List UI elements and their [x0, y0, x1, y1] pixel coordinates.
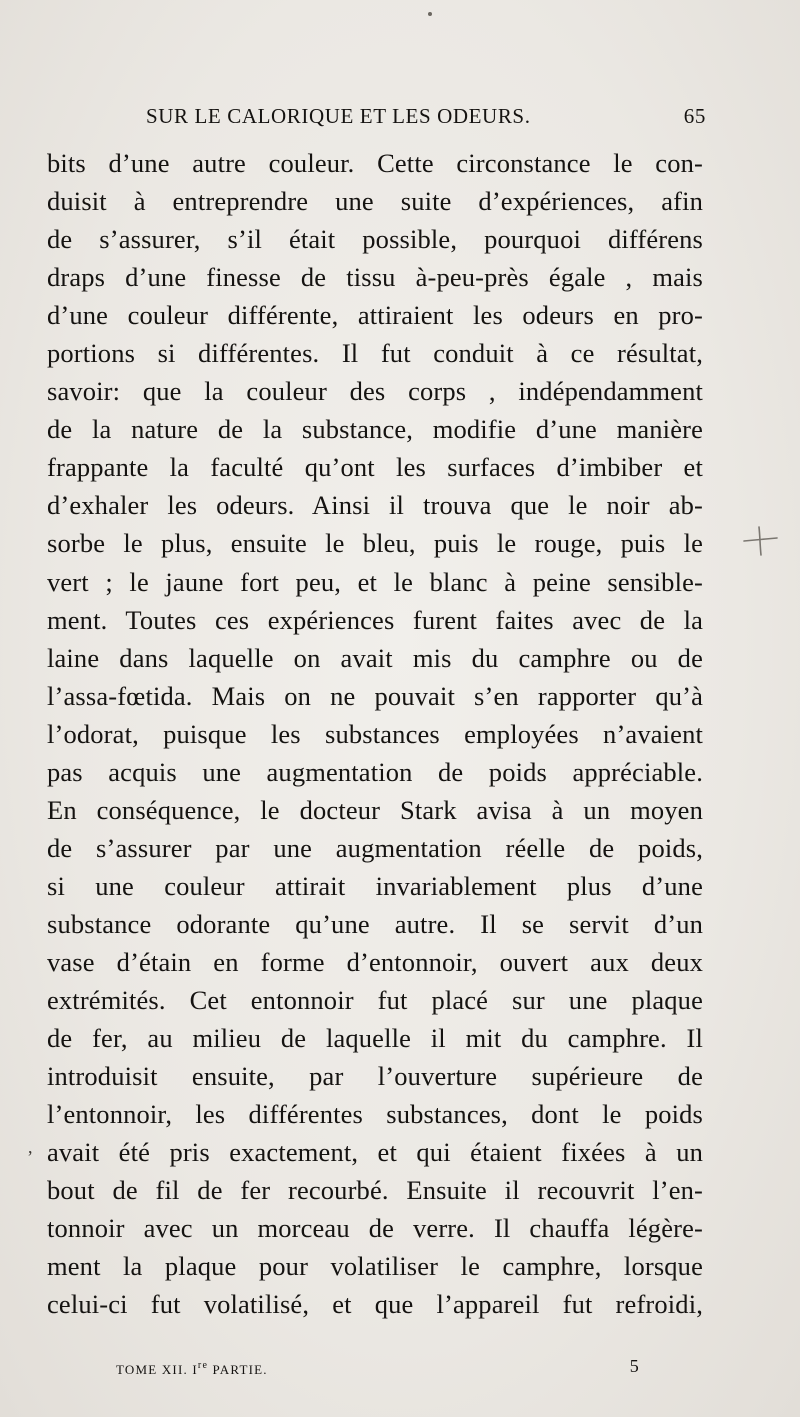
text-line: d’une couleur différente, attiraient les odeurs en pro- [47, 300, 703, 331]
text-line: extrémités. Cet entonnoir fut placé sur une plaque [47, 985, 703, 1016]
text-line: En conséquence, le docteur Stark avisa à un moyen [47, 794, 703, 825]
text-line: tonnoir avec un morceau de verre. Il chauffa légère- [47, 1213, 703, 1244]
running-head-title: SUR LE CALORIQUE ET LES ODEURS. [146, 104, 531, 128]
text-line: portions si différentes. Il fut conduit à ce résultat, [47, 338, 703, 369]
text-line: draps d’une finesse de tissu à-peu-près égale , mais [47, 262, 703, 293]
text-line: vert ; le jaune fort peu, et le blanc à peine sensible- [47, 566, 703, 597]
signature-suffix: PARTIE. [208, 1362, 268, 1377]
text-line: ment la plaque pour volatiliser le camphre, lorsque [47, 1251, 703, 1282]
text-line: bits d’une autre couleur. Cette circonstance le con- [47, 148, 703, 178]
text-line: d’exhaler les odeurs. Ainsi il trouva que le noir ab- [47, 490, 703, 521]
text-line: substance odorante qu’une autre. Il se servit d’un [47, 908, 703, 939]
text-line: de fer, au milieu de laquelle il mit du camphre. Il [47, 1023, 703, 1054]
paper-speck [428, 12, 432, 16]
signature-superscript: re [197, 1360, 209, 1371]
quire-number: 5 [629, 1356, 640, 1376]
text-line: frappante la faculté qu’ont les surfaces d’imbiber et [47, 452, 703, 483]
text-line: de la nature de la substance, modifie d’une manière [47, 414, 703, 445]
text-line: ment. Toutes ces expériences furent faites avec de la [47, 604, 703, 635]
stray-ink-mark: , [28, 1137, 33, 1157]
text-line: avait été pris exactement, et qui étaient fixées à un [47, 1137, 703, 1168]
text-line: savoir: que la couleur des corps , indépendamment [47, 376, 703, 407]
text-line: duisit à entreprendre une suite d’expériences, afin [47, 186, 703, 217]
text-line: de s’assurer par une augmentation réelle de poids, [47, 832, 703, 863]
printer-signature [116, 1360, 268, 1378]
page-number: 65 [683, 104, 706, 128]
text-line: celui-ci fut volatilisé, et que l’appareil fut refroidi, [47, 1289, 703, 1320]
signature-prefix: TOME XII. I [116, 1362, 198, 1377]
text-line: vase d’étain en forme d’entonnoir, ouvert aux deux [47, 946, 703, 977]
pencil-cross-mark [740, 522, 780, 558]
page-footer [116, 1356, 646, 1380]
text-line: l’assa-fœtida. Mais on ne pouvait s’en rapporter qu’à [47, 680, 703, 711]
text-line: sorbe le plus, ensuite le bleu, puis le rouge, puis le [47, 528, 703, 559]
text-line: l’entonnoir, les différentes substances, dont le poids [47, 1099, 703, 1130]
text-line: bout de fil de fer recourbé. Ensuite il recouvrit l’en- [47, 1175, 703, 1206]
running-head [146, 104, 706, 134]
text-line: pas acquis une augmentation de poids appréciable. [47, 756, 703, 787]
text-line: si une couleur attirait invariablement plus d’une [47, 870, 703, 901]
text-line: introduisit ensuite, par l’ouverture supérieure de [47, 1061, 703, 1092]
text-line: laine dans laquelle on avait mis du camphre ou de [47, 642, 703, 673]
text-line: de s’assurer, s’il était possible, pourquoi différens [47, 224, 703, 255]
text-line: l’odorat, puisque les substances employées n’avaient [47, 718, 703, 749]
body-text [47, 144, 703, 1323]
